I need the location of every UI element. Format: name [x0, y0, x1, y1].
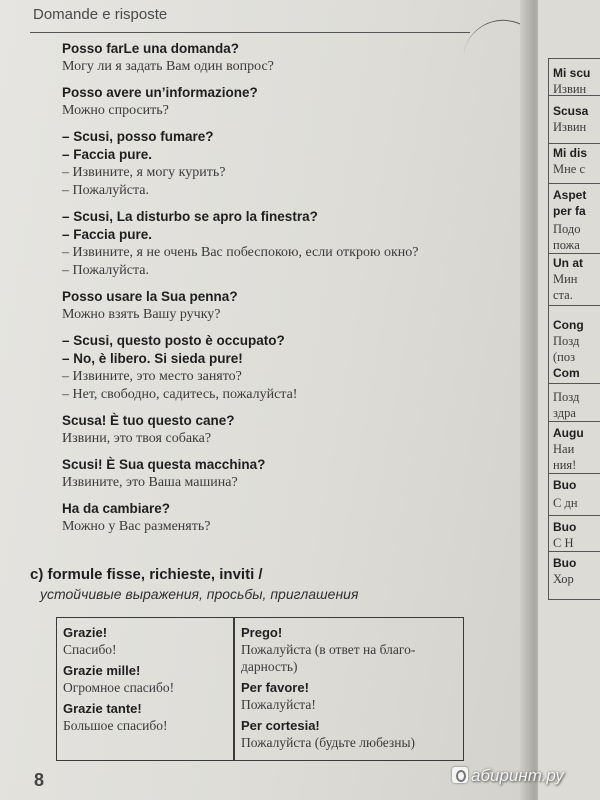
russian-translation: – Извините, я могу курить? [62, 165, 226, 180]
qa-block [62, 208, 482, 280]
table-rule [549, 515, 600, 516]
watermark [452, 766, 564, 786]
qa-block [62, 84, 482, 120]
italian-phrase-fragment: Buo [553, 556, 577, 570]
italian-phrase-fragment: Buo [553, 520, 577, 534]
section-subtitle: устойчивые выражения, просьбы, приглашения [40, 586, 359, 602]
phrase-pair [63, 700, 233, 734]
russian-translation-fragment: Позд [553, 390, 580, 404]
russian-translation-fragment: Мин [553, 272, 578, 286]
italian-phrase-fragment: Un at [553, 256, 583, 270]
section-title: c) formule fisse, richieste, inviti / [30, 566, 263, 583]
table-rule [549, 253, 600, 254]
russian-translation: – Пожалуйста. [62, 263, 149, 278]
italian-phrase: – Scusi, posso fumare? [62, 129, 214, 144]
italian-phrase: Grazie! [63, 625, 108, 640]
russian-translation: Извини, это твоя собака? [62, 431, 212, 446]
russian-translation-fragment: Подо [553, 222, 581, 236]
phrase-pair [63, 624, 233, 658]
table-rule [549, 421, 600, 422]
russian-translation: Могу ли я задать Вам один вопрос? [62, 59, 274, 74]
phrases-box [56, 617, 464, 761]
italian-phrase-fragment: Mi scu [553, 66, 591, 80]
italian-phrase: Grazie mille! [63, 663, 141, 678]
table-rule [549, 143, 600, 144]
russian-translation: Можно спросить? [62, 103, 169, 118]
running-header: Domande e risposte [33, 6, 168, 23]
russian-translation-fragment: С Н [553, 536, 574, 550]
italian-phrase: Scusi! È Sua questa macchina? [62, 457, 266, 472]
box-divider [233, 618, 235, 760]
qa-block [62, 456, 482, 492]
qa-block [62, 332, 482, 404]
italian-phrase: – Scusi, questo posto è occupato? [62, 333, 285, 348]
table-rule [549, 383, 600, 384]
russian-translation-fragment: Позд [553, 334, 580, 348]
page-number: 8 [34, 770, 45, 790]
italian-phrase-fragment: Augu [553, 426, 584, 440]
italian-phrase: – No, è libero. Si sieda pure! [62, 351, 243, 366]
italian-phrase: Posso farLe una domanda? [62, 41, 240, 56]
labirint-logo-icon [452, 767, 468, 783]
russian-translation-fragment: Наи [553, 442, 575, 456]
qa-list [62, 40, 482, 544]
russian-translation: Спасибо! [63, 642, 117, 657]
italian-phrase: Posso avere un’informazione? [62, 85, 258, 100]
italian-phrase: Prego! [241, 625, 283, 640]
table-rule [549, 551, 600, 552]
russian-translation: дарность) [241, 659, 298, 674]
italian-phrase: Per cortesia! [241, 718, 320, 733]
russian-translation-fragment: Хор [553, 572, 574, 586]
qa-block [62, 128, 482, 200]
qa-block [62, 288, 482, 324]
table-rule [549, 305, 600, 306]
russian-translation-fragment: Мне с [553, 162, 586, 176]
russian-translation: Пожалуйста (в ответ на благо- [241, 642, 416, 657]
russian-translation-fragment: Извин [553, 120, 587, 134]
phrase-pair [241, 679, 461, 713]
italian-phrase-fragment: Com [553, 366, 580, 380]
russian-translation: Огромное спасибо! [63, 680, 175, 695]
russian-translation: Извините, это Ваша машина? [62, 475, 238, 490]
russian-translation-fragment: здра [553, 406, 576, 420]
russian-translation-fragment: ния! [553, 458, 577, 472]
right-page-fragment [538, 0, 600, 800]
russian-translation-fragment: Извин [553, 82, 587, 96]
watermark-text: абиринт.ру [471, 766, 564, 785]
russian-translation-fragment: С дн [553, 496, 578, 510]
right-page-table [548, 58, 600, 600]
table-rule [549, 473, 600, 474]
italian-phrase: – Faccia pure. [62, 227, 153, 242]
italian-phrase-fragment: Scusa [553, 104, 589, 118]
italian-phrase: – Faccia pure. [62, 147, 153, 162]
phrases-column-left [63, 624, 233, 738]
russian-translation: – Извините, я не очень Вас побеспокою, если открою окно? [62, 245, 419, 260]
italian-phrase-fragment: per fa [553, 204, 586, 218]
qa-block [62, 500, 482, 536]
italian-phrase: Ha da cambiare? [62, 501, 171, 516]
phrase-pair [241, 717, 461, 751]
italian-phrase: Scusa! È tuo questo cane? [62, 413, 235, 428]
italian-phrase: Posso usare la Sua penna? [62, 289, 238, 304]
table-rule [549, 183, 600, 184]
qa-block [62, 40, 482, 76]
russian-translation: Можно у Вас разменять? [62, 519, 211, 534]
italian-phrase-fragment: Buo [553, 478, 577, 492]
russian-translation: – Извините, это место занято? [62, 369, 242, 384]
russian-translation: Пожалуйста (будьте любезны) [241, 735, 416, 750]
italian-phrase-fragment: Aspet [553, 188, 587, 202]
russian-translation-fragment: (поз [553, 350, 576, 364]
phrase-pair [63, 662, 233, 696]
russian-translation-fragment: пожа [553, 238, 580, 252]
russian-translation: – Нет, свободно, садитесь, пожалуйста! [62, 387, 298, 402]
italian-phrase: – Scusi, La disturbo se apro la finestra? [62, 209, 318, 224]
italian-phrase-fragment: Mi dis [553, 146, 588, 160]
italian-phrase-fragment: Cong [553, 318, 584, 332]
russian-translation: Большое спасибо! [63, 718, 168, 733]
russian-translation: – Пожалуйста. [62, 183, 149, 198]
phrases-column-right [241, 624, 461, 755]
italian-phrase: Per favore! [241, 680, 309, 695]
italian-phrase: Grazie tante! [63, 701, 142, 716]
qa-block [62, 412, 482, 448]
russian-translation: Пожалуйста! [241, 697, 316, 712]
russian-translation-fragment: ста. [553, 288, 573, 302]
header-rule [30, 32, 470, 33]
phrase-pair [241, 624, 461, 675]
russian-translation: Можно взять Вашу ручку? [62, 307, 221, 322]
